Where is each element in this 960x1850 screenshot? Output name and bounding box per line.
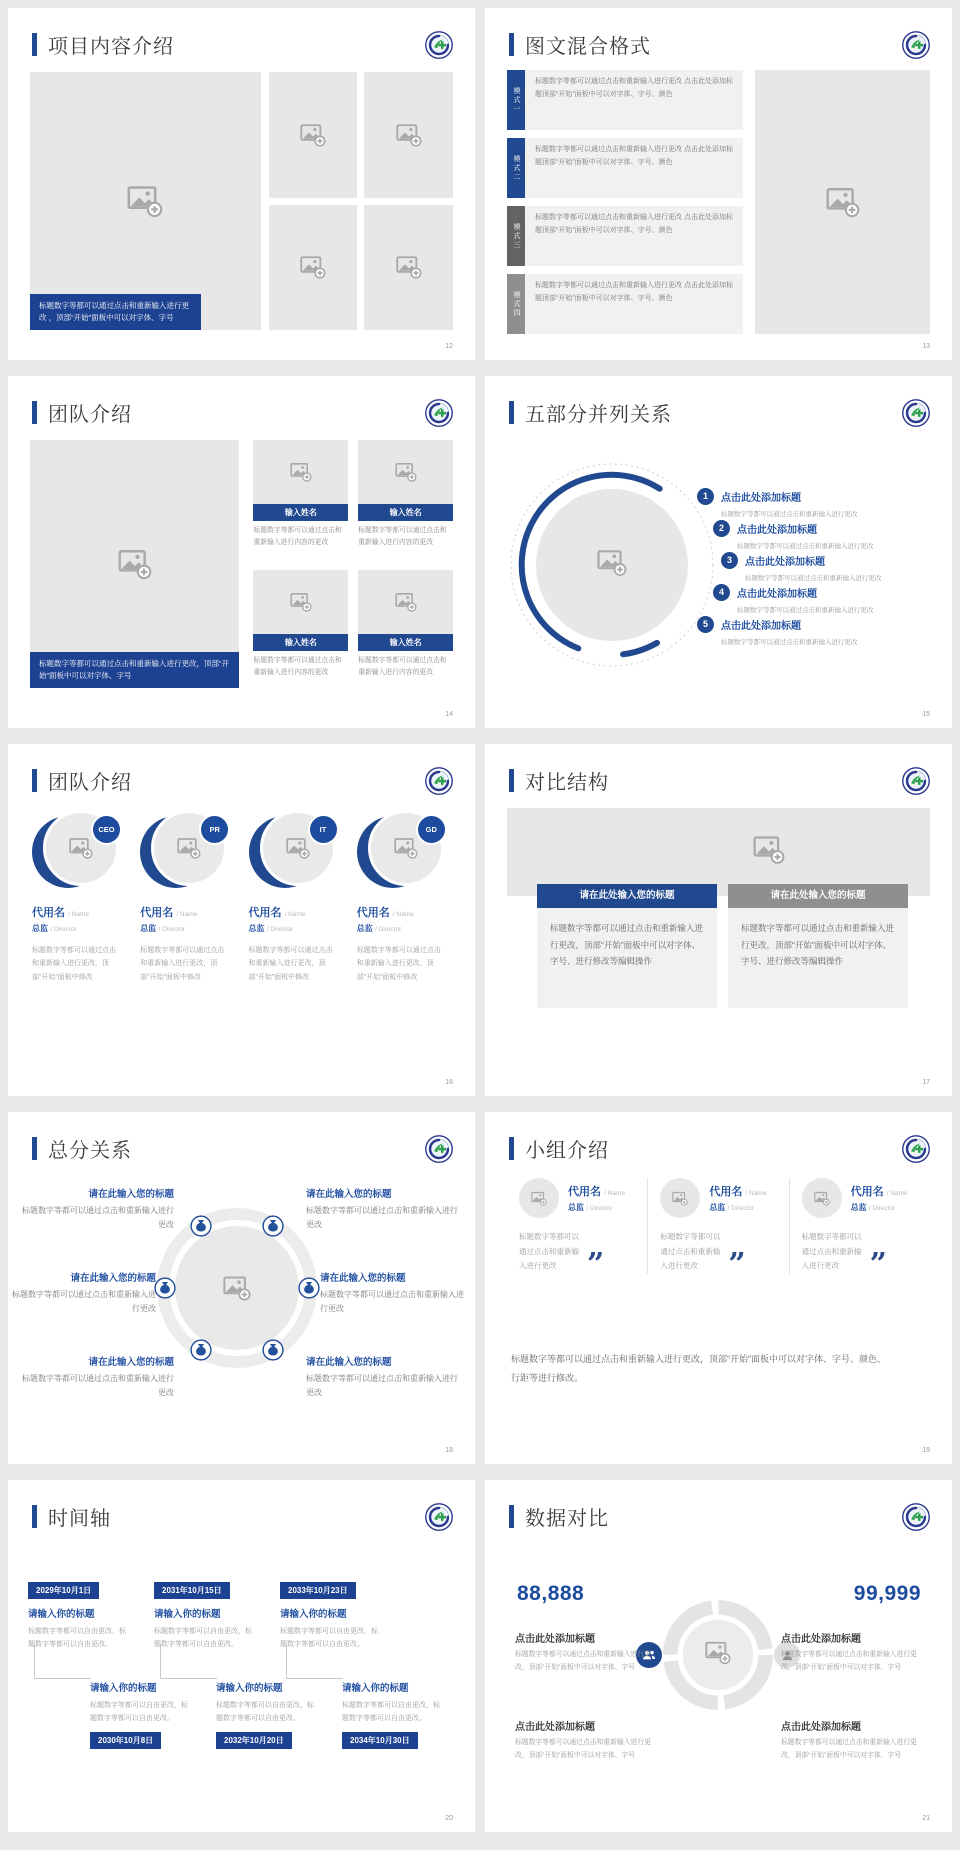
item-text: 标题数字等都可以通过点击和重新输入进行更改 bbox=[737, 543, 874, 550]
image-placeholder-large bbox=[30, 440, 239, 688]
timeline-item-title: 请输入你的标题 bbox=[216, 1683, 283, 1694]
member-name: 代用名 / Name bbox=[248, 907, 306, 919]
timeline-date-badge: 2034年10月30日 bbox=[342, 1732, 418, 1749]
block-title: 请在此输入您的标题 bbox=[88, 1189, 174, 1200]
slide-13-mixed-format[interactable] bbox=[485, 8, 952, 360]
page-number: 15 bbox=[922, 711, 930, 718]
image-placeholder-icon bbox=[118, 548, 152, 580]
organization-logo-icon bbox=[425, 399, 453, 427]
timeline-item-top bbox=[154, 1580, 266, 1652]
text-block bbox=[781, 1630, 921, 1674]
member-role: 总监 / Director bbox=[248, 924, 294, 933]
timeline-item-text: 标题数字等都可以自由更改，标题数字等都可以自由更改。 bbox=[342, 1702, 440, 1723]
page-number: 19 bbox=[922, 1447, 930, 1454]
image-placeholder-icon bbox=[396, 255, 422, 279]
item-number-badge: 1 bbox=[697, 488, 714, 505]
page-number: 13 bbox=[922, 343, 930, 350]
slide-title: 项目内容介绍 bbox=[48, 36, 174, 58]
timeline-date-badge: 2029年10月1日 bbox=[28, 1582, 99, 1599]
slide-18-total-parts[interactable] bbox=[8, 1112, 475, 1464]
avatar-photo-placeholder bbox=[660, 1178, 700, 1218]
member-role: 总监 / Director bbox=[850, 1203, 896, 1212]
center-image-placeholder bbox=[175, 1226, 299, 1350]
slide-body bbox=[30, 440, 453, 688]
block-title: 点击此处添加标题 bbox=[515, 1634, 595, 1645]
image-grid bbox=[269, 72, 453, 330]
member-name-en: / Name bbox=[886, 1190, 908, 1197]
team-member bbox=[140, 810, 234, 984]
member-text: 标题数字等都可以通过点击和重新输入进行更改 bbox=[519, 1232, 579, 1271]
image-placeholder-icon bbox=[753, 835, 785, 870]
money-bag-icon bbox=[190, 1339, 212, 1361]
member-photo-placeholder bbox=[358, 440, 453, 504]
timeline-item-bottom bbox=[90, 1680, 202, 1749]
block-text: 标题数字等都可以通过点击和重新输入进行更改 bbox=[12, 1290, 156, 1314]
timeline-date-badge: 2033年10月23日 bbox=[280, 1582, 356, 1599]
organization-logo-icon bbox=[902, 1503, 930, 1531]
comparison-column bbox=[537, 884, 717, 1008]
mode-tab: 模式四 bbox=[507, 274, 525, 334]
comparison-column bbox=[728, 884, 908, 1008]
avatar-photo-placeholder bbox=[519, 1178, 559, 1218]
item-text: 标题数字等都可以通过点击和重新输入进行更改 bbox=[721, 639, 858, 646]
text-block bbox=[306, 1186, 458, 1233]
member-photo-placeholder bbox=[253, 570, 348, 634]
member-role-en: / Director bbox=[586, 1205, 613, 1212]
group-member bbox=[647, 1178, 788, 1282]
mode-text: 标题数字等都可以通过点击和重新输入进行更改 点击此处添加标题顶部“开始”面板中可以对字体、字号、颜色 bbox=[525, 138, 743, 198]
slide-body bbox=[30, 72, 453, 330]
timeline-item-text: 标题数字等都可以自由更改，标题数字等都可以自由更改。 bbox=[28, 1628, 126, 1649]
member-name: 代用名 / Name bbox=[850, 1186, 908, 1198]
member-name-en: / Name bbox=[68, 911, 90, 918]
slide-title: 团队介绍 bbox=[48, 772, 132, 794]
member-name-bar: 输入姓名 bbox=[253, 634, 348, 651]
image-placeholder-icon bbox=[597, 549, 627, 582]
member-role-en: / Director bbox=[374, 926, 402, 933]
numbered-item bbox=[713, 584, 874, 614]
timeline-item-text: 标题数字等都可以自由更改，标题数字等都可以自由更改。 bbox=[154, 1628, 252, 1649]
image-placeholder-icon bbox=[300, 255, 326, 279]
image-placeholder-icon bbox=[826, 186, 860, 218]
column-header-blue: 请在此处输入您的标题 bbox=[537, 884, 717, 908]
block-text: 标题数字等都可以通过点击和重新输入进行更改，顶部“开始”面板中可以对字体、字号 bbox=[515, 1651, 651, 1671]
block-title: 点击此处添加标题 bbox=[781, 1634, 861, 1645]
team-row bbox=[32, 810, 451, 984]
slide-header bbox=[32, 766, 453, 795]
timeline-item-top bbox=[280, 1580, 392, 1652]
mode-list bbox=[507, 70, 743, 334]
mode-text: 标题数字等都可以通过点击和重新输入进行更改 点击此处添加标题顶部“开始”面板中可以对字体、字号、颜色 bbox=[525, 70, 743, 130]
group-member bbox=[507, 1178, 647, 1282]
circle-diagram bbox=[507, 460, 717, 670]
member-photo-placeholder bbox=[358, 570, 453, 634]
member-role: 总监 / Director bbox=[32, 924, 77, 933]
role-badge: CEO bbox=[91, 814, 122, 845]
mode-row bbox=[507, 206, 743, 266]
member-name-en: / Name bbox=[284, 911, 306, 918]
quote-mark-icon: ” bbox=[587, 1246, 605, 1282]
member-name: 代用名 / Name bbox=[356, 907, 414, 919]
block-title: 请在此输入您的标题 bbox=[320, 1273, 406, 1284]
slide-header bbox=[509, 30, 930, 59]
member-text: 标题数字等都可以通过点击和重新输入进行更改，顶部“开始”面板中修改 bbox=[32, 947, 116, 981]
timeline-item-title: 请输入你的标题 bbox=[154, 1609, 221, 1620]
text-block bbox=[306, 1354, 458, 1401]
slide-17-comparison[interactable] bbox=[485, 744, 952, 1096]
member-text: 标题数字等都可以通过点击和重新输入进行更改 bbox=[801, 1232, 862, 1271]
block-title: 请在此输入您的标题 bbox=[88, 1357, 174, 1368]
image-placeholder-icon bbox=[814, 1191, 830, 1206]
member-role: 总监 / Director bbox=[709, 1203, 754, 1212]
block-text: 标题数字等都可以通过点击和重新输入进行更改 bbox=[306, 1374, 458, 1398]
organization-logo-icon bbox=[425, 1503, 453, 1531]
title-accent-bar bbox=[509, 33, 514, 56]
item-title: 点击此处添加标题 bbox=[737, 589, 817, 600]
block-text: 标题数字等都可以通过点击和重新输入进行更改 bbox=[306, 1206, 458, 1230]
role-badge: IT bbox=[308, 814, 339, 845]
item-title: 点击此处添加标题 bbox=[745, 557, 825, 568]
money-bag-icon bbox=[262, 1339, 284, 1361]
organization-logo-icon bbox=[425, 1135, 453, 1163]
column-header-gray: 请在此处输入您的标题 bbox=[728, 884, 908, 908]
numbered-item bbox=[721, 552, 882, 582]
slide-header bbox=[32, 1502, 453, 1531]
quote-mark-icon: ” bbox=[869, 1246, 887, 1282]
image-placeholder-icon bbox=[290, 592, 312, 612]
slide-19-group-intro[interactable] bbox=[485, 1112, 952, 1464]
block-text: 标题数字等都可以通过点击和重新输入进行更改，顶部“开始”面板中可以对字体、字号 bbox=[781, 1651, 917, 1671]
money-bag-icon bbox=[190, 1215, 212, 1237]
member-header bbox=[519, 1178, 635, 1218]
image-placeholder-small bbox=[364, 72, 453, 198]
timeline-item-title: 请输入你的标题 bbox=[280, 1609, 347, 1620]
image-placeholder-icon bbox=[395, 462, 417, 482]
image-placeholder-icon bbox=[396, 123, 422, 147]
block-text: 标题数字等都可以通过点击和重新输入进行更改，顶部“开始”面板中可以对字体、字号 bbox=[515, 1739, 651, 1759]
block-text: 标题数字等都可以通过点击和重新输入进行更改 bbox=[22, 1374, 174, 1398]
member-role-en: / Director bbox=[158, 926, 185, 933]
organization-logo-icon bbox=[902, 767, 930, 795]
slide-14-team-intro[interactable] bbox=[8, 376, 475, 728]
organization-logo-icon bbox=[425, 767, 453, 795]
page-number: 20 bbox=[445, 1815, 453, 1822]
mode-tab: 模式二 bbox=[507, 138, 525, 198]
avatar bbox=[357, 810, 443, 892]
caption-bar: 标题数字等都可以通过点击和重新输入进行更改，顶部“开始”面板中可以对字体、字号 bbox=[30, 652, 239, 688]
member-text: 标题数字等都可以通过点击和重新输入进行内容的更改 bbox=[358, 527, 447, 547]
mode-row bbox=[507, 70, 743, 130]
slide-header bbox=[509, 398, 930, 427]
organization-logo-icon bbox=[902, 399, 930, 427]
page-number: 12 bbox=[445, 343, 453, 350]
timeline-item-top bbox=[28, 1580, 140, 1652]
title-accent-bar bbox=[509, 1137, 514, 1160]
member-role-en: / Director bbox=[50, 926, 77, 933]
mode-row bbox=[507, 138, 743, 198]
image-placeholder-large bbox=[30, 72, 261, 330]
avatar bbox=[140, 810, 226, 892]
item-number-badge: 4 bbox=[713, 584, 730, 601]
slide-title: 数据对比 bbox=[525, 1508, 609, 1530]
timeline-item-bottom bbox=[342, 1680, 454, 1749]
group-member bbox=[789, 1178, 930, 1282]
mode-tab: 模式三 bbox=[507, 206, 525, 266]
member-name-en: / Name bbox=[392, 911, 414, 918]
organization-logo-icon bbox=[902, 31, 930, 59]
member-header bbox=[802, 1178, 918, 1218]
timeline-date-badge: 2030年10月8日 bbox=[90, 1732, 161, 1749]
numbered-item bbox=[697, 616, 858, 646]
text-block bbox=[22, 1186, 174, 1233]
member-name-en: / Name bbox=[604, 1190, 626, 1197]
slide-header bbox=[509, 766, 930, 795]
item-text: 标题数字等都可以通过点击和重新输入进行更改 bbox=[721, 511, 858, 518]
member-body bbox=[660, 1230, 776, 1282]
member-photo-placeholder bbox=[253, 440, 348, 504]
money-bag-icon bbox=[154, 1277, 176, 1299]
comparison-columns bbox=[537, 884, 908, 1008]
slide-title: 团队介绍 bbox=[48, 404, 132, 426]
member-text: 标题数字等都可以通过点击和重新输入进行内容的更改 bbox=[358, 657, 447, 677]
page-number: 14 bbox=[445, 711, 453, 718]
team-member bbox=[32, 810, 126, 984]
member-name-bar: 输入姓名 bbox=[358, 634, 453, 651]
block-title: 请在此输入您的标题 bbox=[306, 1189, 392, 1200]
text-block bbox=[515, 1630, 655, 1674]
slide-header bbox=[509, 1134, 930, 1163]
title-accent-bar bbox=[32, 1137, 37, 1160]
column-text: 标题数字等都可以通过点击和重新输入进行更改，顶部“开始”面板中可以对字体、字号、进行修改等编辑操作 bbox=[537, 908, 717, 1008]
timeline-item-text: 标题数字等都可以自由更改，标题数字等都可以自由更改。 bbox=[280, 1628, 378, 1649]
member-name-en: / Name bbox=[745, 1190, 767, 1197]
member-name-bar: 输入姓名 bbox=[358, 504, 453, 521]
avatar-photo-placeholder bbox=[802, 1178, 842, 1218]
item-number-badge: 3 bbox=[721, 552, 738, 569]
member-role: 总监 / Director bbox=[568, 1203, 613, 1212]
slide-20-timeline[interactable] bbox=[8, 1480, 475, 1832]
member-text: 标题数字等都可以通过点击和重新输入进行内容的更改 bbox=[253, 527, 342, 547]
item-title: 点击此处添加标题 bbox=[721, 493, 801, 504]
page-number: 21 bbox=[922, 1815, 930, 1822]
member-card bbox=[358, 570, 453, 688]
member-card bbox=[253, 440, 348, 558]
title-accent-bar bbox=[32, 1505, 37, 1528]
title-accent-bar bbox=[32, 401, 37, 424]
timeline-date-badge: 2032年10月20日 bbox=[216, 1732, 292, 1749]
title-accent-bar bbox=[509, 1505, 514, 1528]
footer-paragraph: 标题数字等都可以通过点击和重新输入进行更改，顶部“开始”面板中可以对字体、字号、颜色、行距等进行修改。 bbox=[511, 1354, 886, 1383]
image-placeholder-icon bbox=[223, 1275, 251, 1301]
timeline-item-title: 请输入你的标题 bbox=[90, 1683, 157, 1694]
member-role: 总监 / Director bbox=[356, 924, 402, 933]
block-title: 请在此输入您的标题 bbox=[306, 1357, 392, 1368]
role-badge: GD bbox=[416, 814, 447, 845]
member-body bbox=[801, 1230, 918, 1282]
organization-logo-icon bbox=[425, 31, 453, 59]
title-accent-bar bbox=[32, 769, 37, 792]
page-number: 17 bbox=[922, 1079, 930, 1086]
text-block bbox=[781, 1718, 921, 1762]
left-value: 88,888 bbox=[517, 1582, 585, 1605]
slide-title: 时间轴 bbox=[48, 1508, 111, 1530]
donut-chart-graphic bbox=[661, 1598, 775, 1712]
page-number: 18 bbox=[445, 1447, 453, 1454]
mode-row bbox=[507, 274, 743, 334]
mode-text: 标题数字等都可以通过点击和重新输入进行更改 点击此处添加标题顶部“开始”面板中可以对字体、字号、颜色 bbox=[525, 274, 743, 334]
block-title: 点击此处添加标题 bbox=[515, 1722, 595, 1733]
member-grid bbox=[253, 440, 453, 688]
member-name: 代用名 / Name bbox=[32, 907, 90, 919]
member-text: 标题数字等都可以通过点击和重新输入进行更改 bbox=[660, 1232, 721, 1271]
image-placeholder-icon bbox=[127, 184, 163, 218]
image-placeholder-icon bbox=[290, 462, 312, 482]
image-placeholder-icon bbox=[394, 837, 418, 859]
member-text: 标题数字等都可以通过点击和重新输入进行更改，顶部“开始”面板中修改 bbox=[356, 947, 441, 981]
timeline-item-title: 请输入你的标题 bbox=[28, 1609, 95, 1620]
caption-bar: 标题数字等都可以通过点击和重新输入进行更改 ，顶部“开始”面板中可以对字体、字号 bbox=[30, 294, 201, 330]
block-text: 标题数字等都可以通过点击和重新输入进行更改 bbox=[22, 1206, 174, 1230]
slide-header bbox=[32, 30, 453, 59]
text-block bbox=[515, 1718, 655, 1762]
money-bag-icon bbox=[262, 1215, 284, 1237]
timeline-item-text: 标题数字等都可以自由更改，标题数字等都可以自由更改。 bbox=[216, 1702, 314, 1723]
title-accent-bar bbox=[509, 401, 514, 424]
timeline-item-bottom bbox=[216, 1680, 328, 1749]
member-card bbox=[253, 570, 348, 688]
slide-title: 五部分并列关系 bbox=[525, 404, 672, 426]
member-text: 标题数字等都可以通过点击和重新输入进行内容的更改 bbox=[253, 657, 342, 677]
item-number-badge: 2 bbox=[713, 520, 730, 537]
member-text: 标题数字等都可以通过点击和重新输入进行更改，顶部“开始”面板中修改 bbox=[140, 947, 225, 981]
slide-header bbox=[32, 398, 453, 427]
slide-body bbox=[507, 70, 930, 334]
member-card bbox=[358, 440, 453, 558]
block-text: 标题数字等都可以通过点击和重新输入进行更改，顶部“开始”面板中可以对字体、字号 bbox=[781, 1739, 917, 1759]
member-name-bar: 输入姓名 bbox=[253, 504, 348, 521]
member-text: 标题数字等都可以通过点击和重新输入进行更改，顶部“开始”面板中修改 bbox=[248, 947, 333, 981]
item-title: 点击此处添加标题 bbox=[721, 621, 801, 632]
slide-title: 小组介绍 bbox=[525, 1140, 609, 1162]
member-header bbox=[660, 1178, 776, 1218]
title-accent-bar bbox=[509, 769, 514, 792]
image-placeholder-icon bbox=[672, 1191, 688, 1206]
member-role-en: / Director bbox=[868, 1205, 896, 1212]
banner-image-placeholder bbox=[507, 808, 930, 896]
member-name: 代用名 / Name bbox=[568, 1186, 626, 1198]
member-name: 代用名 / Name bbox=[709, 1186, 767, 1198]
member-body bbox=[519, 1230, 635, 1282]
quote-mark-icon: ” bbox=[728, 1246, 746, 1282]
block-title: 点击此处添加标题 bbox=[781, 1722, 861, 1733]
text-block bbox=[22, 1354, 174, 1401]
mode-tab: 模式一 bbox=[507, 70, 525, 130]
image-placeholder-icon bbox=[300, 123, 326, 147]
numbered-item bbox=[697, 488, 858, 518]
timeline-item-text: 标题数字等都可以自由更改，标题数字等都可以自由更改。 bbox=[90, 1702, 188, 1723]
role-badge: PR bbox=[199, 814, 230, 845]
image-placeholder-icon bbox=[177, 837, 201, 859]
slide-16-team-intro[interactable] bbox=[8, 744, 475, 1096]
text-block bbox=[8, 1270, 156, 1317]
column-text: 标题数字等都可以通过点击和重新输入进行更改，顶部“开始”面板中可以对字体、字号、进行修改等编辑操作 bbox=[728, 908, 908, 1008]
item-text: 标题数字等都可以通过点击和重新输入进行更改 bbox=[737, 607, 874, 614]
text-block bbox=[320, 1270, 468, 1317]
organization-logo-icon bbox=[902, 1135, 930, 1163]
member-name-en: / Name bbox=[176, 911, 198, 918]
page-number: 16 bbox=[445, 1079, 453, 1086]
image-placeholder-large bbox=[755, 70, 930, 334]
team-member bbox=[249, 810, 343, 984]
image-placeholder-small bbox=[269, 205, 358, 331]
timeline-item-title: 请输入你的标题 bbox=[342, 1683, 409, 1694]
group-row bbox=[507, 1178, 930, 1282]
timeline-date-badge: 2031年10月15日 bbox=[154, 1582, 230, 1599]
right-value: 99,999 bbox=[853, 1582, 921, 1605]
member-role: 总监 / Director bbox=[140, 924, 185, 933]
mode-text: 标题数字等都可以通过点击和重新输入进行更改 点击此处添加标题顶部“开始”面板中可以对字体、字号、颜色 bbox=[525, 206, 743, 266]
member-role-en: / Director bbox=[727, 1205, 754, 1212]
slide-12-project-content[interactable] bbox=[8, 8, 475, 360]
image-placeholder-small bbox=[269, 72, 358, 198]
money-bag-icon bbox=[298, 1277, 320, 1299]
numbered-item bbox=[713, 520, 874, 550]
avatar bbox=[249, 810, 335, 892]
slide-title: 图文混合格式 bbox=[525, 36, 651, 58]
item-title: 点击此处添加标题 bbox=[737, 525, 817, 536]
image-placeholder-icon bbox=[69, 837, 93, 859]
image-placeholder-icon bbox=[286, 837, 310, 859]
member-name: 代用名 / Name bbox=[140, 907, 198, 919]
avatar bbox=[32, 810, 118, 892]
slide-15-five-parts[interactable] bbox=[485, 376, 952, 728]
image-placeholder-small bbox=[364, 205, 453, 331]
image-placeholder-icon bbox=[705, 1641, 731, 1670]
slide-title: 对比结构 bbox=[525, 772, 609, 794]
title-accent-bar bbox=[32, 33, 37, 56]
block-title: 请在此输入您的标题 bbox=[70, 1273, 156, 1284]
slide-title: 总分关系 bbox=[48, 1140, 132, 1162]
block-text: 标题数字等都可以通过点击和重新输入进行更改 bbox=[320, 1290, 464, 1314]
item-number-badge: 5 bbox=[697, 616, 714, 633]
image-placeholder-icon bbox=[531, 1191, 547, 1206]
slide-21-data-comparison[interactable] bbox=[485, 1480, 952, 1832]
team-member bbox=[357, 810, 451, 984]
slide-header bbox=[509, 1502, 930, 1531]
slide-header bbox=[32, 1134, 453, 1163]
member-role-en: / Director bbox=[266, 926, 294, 933]
item-text: 标题数字等都可以通过点击和重新输入进行更改 bbox=[745, 575, 882, 582]
image-placeholder-icon bbox=[395, 592, 417, 612]
